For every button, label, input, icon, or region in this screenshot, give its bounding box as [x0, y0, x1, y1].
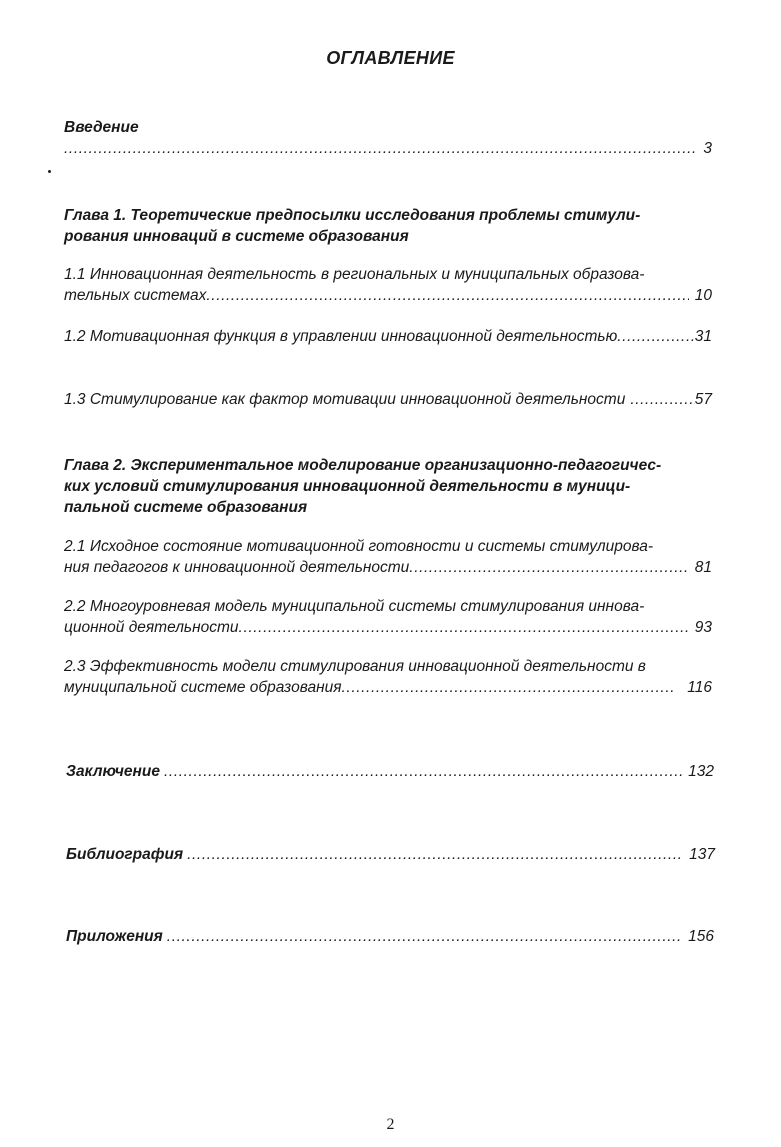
- toc-intro-leader: [64, 138, 712, 160]
- toc-intro-label: Введение: [64, 119, 139, 136]
- dot-leader: [64, 138, 697, 160]
- section-2-2-page: 93: [694, 619, 712, 636]
- section-1-2-text: 1.2 Мотивационная функция в управлении инновационной деятельностью: [64, 328, 618, 345]
- toc-conclusion: [66, 761, 714, 783]
- toc-appendices-label: Приложения: [66, 928, 163, 945]
- chapter2-title-line1: Глава 2. Экспериментальное моделирование организационно-педагогичес-: [64, 457, 662, 474]
- toc-appendices-page: 156: [688, 928, 714, 945]
- section-2-2-line2: [64, 617, 712, 639]
- section-2-2-text: ционной деятельности: [64, 619, 239, 636]
- toc-intro-page: 3: [703, 140, 712, 157]
- chapter2-title-line2: ких условий стимулирования инновационной деятельности в муници-: [64, 478, 631, 495]
- chapter1-title-line1: Глава 1. Теоретические предпосылки исследования проблемы стимули-: [64, 207, 641, 224]
- dot-leader: [239, 617, 689, 639]
- section-2-3-line2: [64, 677, 712, 699]
- section-2-1-page: 81: [694, 559, 712, 576]
- scan-speck: [48, 170, 51, 173]
- chapter1-title-line2: рования инноваций в системе образования: [64, 228, 409, 245]
- section-2-3-text: муниципальной системе образования: [64, 679, 342, 696]
- toc-bibliography-label: Библиография: [66, 846, 184, 863]
- section-1-3-page: 57: [694, 391, 712, 408]
- section-1-2: [64, 326, 712, 348]
- toc-bibliography-page: 137: [689, 846, 715, 863]
- section-2-3-page: 116: [687, 679, 712, 696]
- section-2-1-line1: 2.1 Исходное состояние мотивационной готовности и системы стимулирова-: [64, 538, 654, 555]
- toc-conclusion-label: Заключение: [66, 763, 160, 780]
- section-1-1-line1: 1.1 Инновационная деятельность в региональных и муниципальных образова-: [64, 266, 645, 283]
- section-1-3-text: 1.3 Стимулирование как фактор мотивации инновационной деятельности: [64, 391, 626, 408]
- section-1-1-text: тельных системах: [64, 287, 207, 304]
- dot-leader: [206, 285, 688, 307]
- dot-leader: [617, 326, 695, 348]
- section-1-1-page: 10: [694, 287, 712, 304]
- dot-leader: [183, 844, 683, 866]
- section-2-1-line2: [64, 557, 712, 579]
- section-1-2-page: 31: [694, 328, 712, 345]
- toc-conclusion-page: 132: [688, 763, 714, 780]
- dot-leader: [342, 677, 674, 699]
- section-1-3: [64, 389, 712, 411]
- section-1-1-line2: [64, 285, 712, 307]
- page-title: ОГЛАВЛЕНИЕ: [326, 48, 455, 68]
- section-2-2-line1: 2.2 Многоуровневая модель муниципальной системы стимулирования иннова-: [64, 598, 645, 615]
- chapter2-title-line3: пальной системе образования: [64, 499, 308, 516]
- dot-leader: [163, 926, 682, 948]
- section-2-3-line1: 2.3 Эффективность модели стимулирования инновационной деятельности в: [64, 658, 646, 675]
- dot-leader: [409, 557, 688, 579]
- toc-appendices: [66, 926, 714, 948]
- dot-leader: [625, 389, 694, 411]
- toc-bibliography: [66, 844, 715, 866]
- section-2-1-text: ния педагогов к инновационной деятельности: [64, 559, 410, 576]
- dot-leader: [160, 761, 682, 783]
- page-number: 2: [386, 1116, 395, 1133]
